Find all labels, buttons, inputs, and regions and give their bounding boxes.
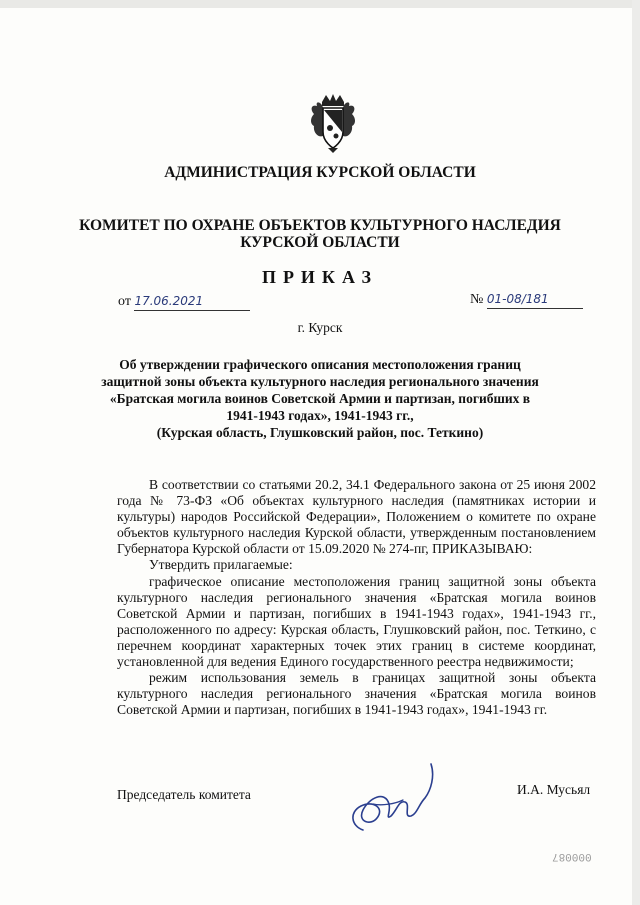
page-serial-number: 000087 — [552, 850, 592, 862]
committee-heading-line1: КОМИТЕТ ПО ОХРАНЕ ОБЪЕКТОВ КУЛЬТУРНОГО НАСЛЕДИЯ — [79, 217, 561, 234]
order-title-line2: защитной зоны объекта культурного наследия регионального значения — [101, 374, 539, 389]
order-date — [118, 294, 250, 311]
order-number-value: 01-08/181 — [486, 292, 549, 306]
scan-edge-right — [632, 0, 640, 905]
body-paragraph-4: режим использования земель в границах защитной зоны объекта культурного наследия регионального значения «Братская могила воинов Советской Армии и партизан, погибших в 1941-1943 годах», 1941-1943 гг. — [117, 670, 596, 718]
signatory-position: Председатель комитета — [117, 787, 251, 802]
order-body — [117, 477, 596, 718]
order-title-line1: Об утверждении графического описания местоположения границ — [119, 357, 521, 372]
handwritten-signature — [333, 760, 443, 840]
order-title-line4: 1941-1943 годах», 1941-1943 гг., — [226, 408, 414, 423]
signatory-name: И.А. Мусьял — [517, 782, 591, 797]
body-paragraph-3: графическое описание местоположения границ защитной зоны объекта культурного наследия регионального значения «Братская могила воинов Советской Армии и партизан, погибших в 1941-1943 годах», 1941-1943 гг., расположенного по адресу: Курская область, Глушковский район, пос. Теткино, с перечнем координат характерных точек этих границ в системе координат, установленной для ведения Единого государственного реестра недвижимости; — [117, 573, 596, 670]
order-date-value: 17.06.2021 — [134, 294, 204, 308]
order-date-line — [134, 294, 250, 311]
administration-heading: АДМИНИСТРАЦИЯ КУРСКОЙ ОБЛАСТИ — [164, 164, 476, 181]
order-title-line3: «Братская могила воинов Советской Армии и партизан, погибших в — [109, 391, 531, 406]
order-title-line5: (Курская область, Глушковский район, пос. Теткино) — [156, 425, 484, 440]
document-type-heading: ПРИКАЗ — [261, 267, 379, 287]
coat-of-arms-icon — [308, 92, 358, 154]
order-number — [470, 292, 583, 309]
order-number-line — [487, 292, 583, 309]
committee-heading-line2: КУРСКОЙ ОБЛАСТИ — [240, 234, 400, 251]
order-number-prefix: № — [470, 292, 484, 307]
body-paragraph-2: Утвердить прилагаемые: — [149, 557, 293, 573]
body-paragraph-1: В соответствии со статьями 20.2, 34.1 Федерального закона от 25 июня 2002 года № 73-ФЗ «Об объектах культурного наследия (памятниках истории и культуры) народов Российской Федерации», Положением о комитете по охране объектов культурного наследия Курской области, утвержденным постановлением Губернатора Курской области от 15.09.2020 № 274-пг, ПРИКАЗЫВАЮ: — [117, 477, 596, 557]
order-title — [0, 356, 640, 441]
order-date-prefix: от — [118, 294, 131, 309]
city: г. Курск — [297, 320, 343, 335]
scan-edge-top — [0, 0, 640, 8]
committee-heading — [0, 217, 640, 251]
